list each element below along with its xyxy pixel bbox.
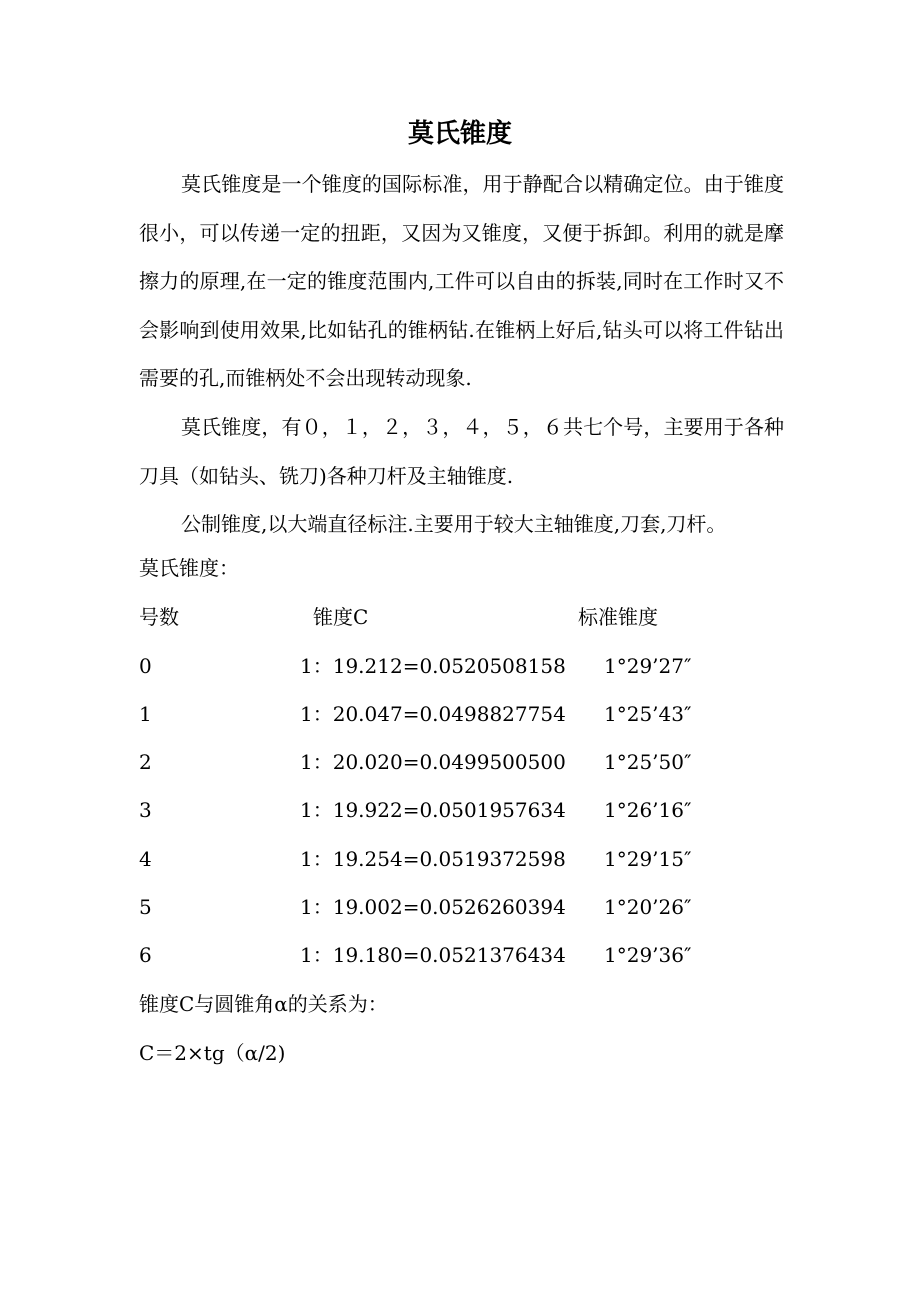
- paragraph-metric-taper: 公制锥度,以大端直径标注.主要用于较大主轴锥度,刀套,刀杆。: [181, 512, 727, 536]
- document-title: 莫氏锥度: [407, 119, 512, 149]
- row-standard: 1°25’43″: [604, 702, 692, 726]
- relation-text: 锥度C与圆锥角α的关系为：: [139, 992, 388, 1016]
- row-taper: 1：19.002=0.0526260394: [300, 895, 566, 919]
- row-standard: 1°26’16″: [604, 798, 692, 822]
- row-taper: 1：19.922=0.0501957634: [300, 798, 566, 822]
- row-number: 1: [139, 702, 152, 726]
- row-standard: 1°29’15″: [604, 847, 692, 871]
- row-number: 2: [139, 750, 152, 774]
- paragraph-intro: 莫氏锥度是一个锥度的国际标准，用于静配合以精确定位。由于锥度很小，可以传递一定的扭距，又因为又锥度，又便于拆卸。利用的就是摩擦力的原理,在一定的锥度范围内,工件可以自由的拆装,同时在工作时又不会影响到使用效果,比如钻孔的锥柄钻.在锥柄上好后,钻头可以将工件钻出需要的孔,而锥柄处不会出现转动现象.: [139, 172, 784, 390]
- row-number: 0: [139, 654, 152, 678]
- paragraph-taper-numbers: 莫氏锥度，有０，１，２，３，４，５，６共七个号，主要用于各种刀具（如钻头、铣刀)各种刀杆及主轴锥度.: [139, 415, 784, 488]
- row-number: 5: [139, 895, 152, 919]
- row-taper: 1：20.047=0.0498827754: [300, 702, 566, 726]
- row-taper: 1：19.254=0.0519372598: [300, 847, 566, 871]
- row-taper: 1：20.020=0.0499500500: [300, 750, 566, 774]
- header-number: 号数: [139, 605, 179, 629]
- header-taper: 锥度C: [313, 605, 369, 629]
- row-standard: 1°29’36″: [604, 943, 692, 967]
- row-standard: 1°25’50″: [604, 750, 692, 774]
- row-number: 3: [139, 798, 152, 822]
- row-number: 6: [139, 943, 152, 967]
- table-caption: 莫氏锥度：: [139, 556, 239, 580]
- row-taper: 1：19.180=0.0521376434: [300, 943, 566, 967]
- row-standard: 1°29’27″: [604, 654, 692, 678]
- row-number: 4: [139, 847, 152, 871]
- formula: C＝2×tg（α/2): [139, 1041, 286, 1065]
- header-standard: 标准锥度: [578, 605, 658, 629]
- row-taper: 1：19.212=0.0520508158: [300, 654, 566, 678]
- row-standard: 1°20’26″: [604, 895, 692, 919]
